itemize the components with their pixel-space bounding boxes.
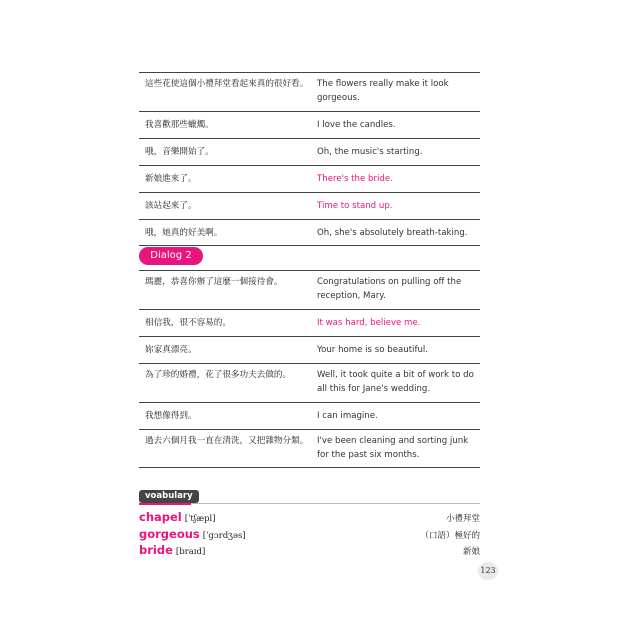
chinese-text: 相信我，很不容易的。 (145, 318, 231, 328)
english-text: Oh, the music's starting. (317, 147, 423, 157)
vocab-meaning: 小禮拜堂 (445, 514, 480, 524)
dialog1-row (139, 138, 480, 165)
chinese-text: 哦，她真的好美啊。 (145, 227, 223, 238)
chinese-text: 這些花使這個小禮拜堂看起來真的很好看。 (145, 79, 309, 89)
vocabulary-item (139, 527, 480, 543)
vocab-word: bride (139, 543, 173, 557)
dialog1-table (139, 72, 480, 246)
vocabulary-item (139, 510, 480, 526)
dialog2-row (139, 336, 480, 363)
english-text: I've been cleaning and sorting junk for the past six months. (317, 436, 469, 460)
vocab-pronunciation: [ˈgɔrdʒəs] (202, 531, 246, 541)
chinese-text: 哦，音樂開始了。 (145, 147, 214, 157)
english-text: Oh, she's absolutely breath-taking. (317, 227, 468, 238)
dialog2-badge: Dialog 2 (139, 247, 203, 265)
dialog2-row (139, 402, 480, 429)
dialog1-row (139, 192, 480, 219)
dialog1-row (139, 72, 480, 111)
chinese-text: 瑪麗，恭喜你辦了這麼一個接待會。 (145, 277, 283, 287)
dialog1-row (139, 111, 480, 138)
english-text-highlighted: There's the bride. (317, 174, 393, 184)
page-number: 123 (478, 562, 498, 580)
chinese-text: 為了珍的婚禮，花了很多功夫去做的。 (145, 370, 292, 380)
dialog1-row (139, 219, 480, 246)
dialog2-row (139, 363, 480, 402)
chinese-text: 新娘進來了。 (145, 174, 197, 184)
english-text: I love the candles. (317, 120, 396, 130)
dialog1-row (139, 165, 480, 192)
vocabulary-accent-line (139, 503, 191, 505)
vocabulary-item (139, 543, 480, 559)
chinese-text: 我想像得到。 (145, 411, 197, 421)
english-text: Congratulations on pulling off the reception, Mary. (317, 277, 462, 301)
vocab-meaning: 新娘 (462, 547, 480, 557)
dialog2-row (139, 429, 480, 468)
dialog2-row (139, 309, 480, 336)
vocab-word: gorgeous (139, 527, 200, 541)
english-text: The flowers really make it look gorgeous. (317, 79, 449, 103)
english-text: I can imagine. (317, 411, 378, 421)
vocab-meaning: （口語）極好的 (420, 531, 480, 541)
dialog2-row (139, 270, 480, 309)
english-text: Your home is so beautiful. (317, 345, 429, 355)
chinese-text: 妳家真漂亮。 (145, 345, 197, 355)
dialog2-table (139, 270, 480, 468)
english-text-highlighted: Time to stand up. (317, 201, 393, 211)
vocab-word: chapel (139, 510, 182, 524)
english-text: Well, it took quite a bit of work to do all this for Jane's wedding. (317, 370, 474, 394)
chinese-text: 我喜歡那些蠟燭。 (145, 120, 214, 130)
vocabulary-header: voabulary (139, 490, 199, 503)
english-text-highlighted: It was hard, believe me. (317, 318, 421, 328)
chinese-text: 過去六個月我一直在清洗，又把雜物分類。 (145, 436, 309, 446)
vocab-pronunciation: [braɪd] (175, 547, 206, 557)
vocab-pronunciation: [ˈtʃæpl] (184, 514, 216, 524)
chinese-text: 該站起來了。 (145, 201, 197, 211)
